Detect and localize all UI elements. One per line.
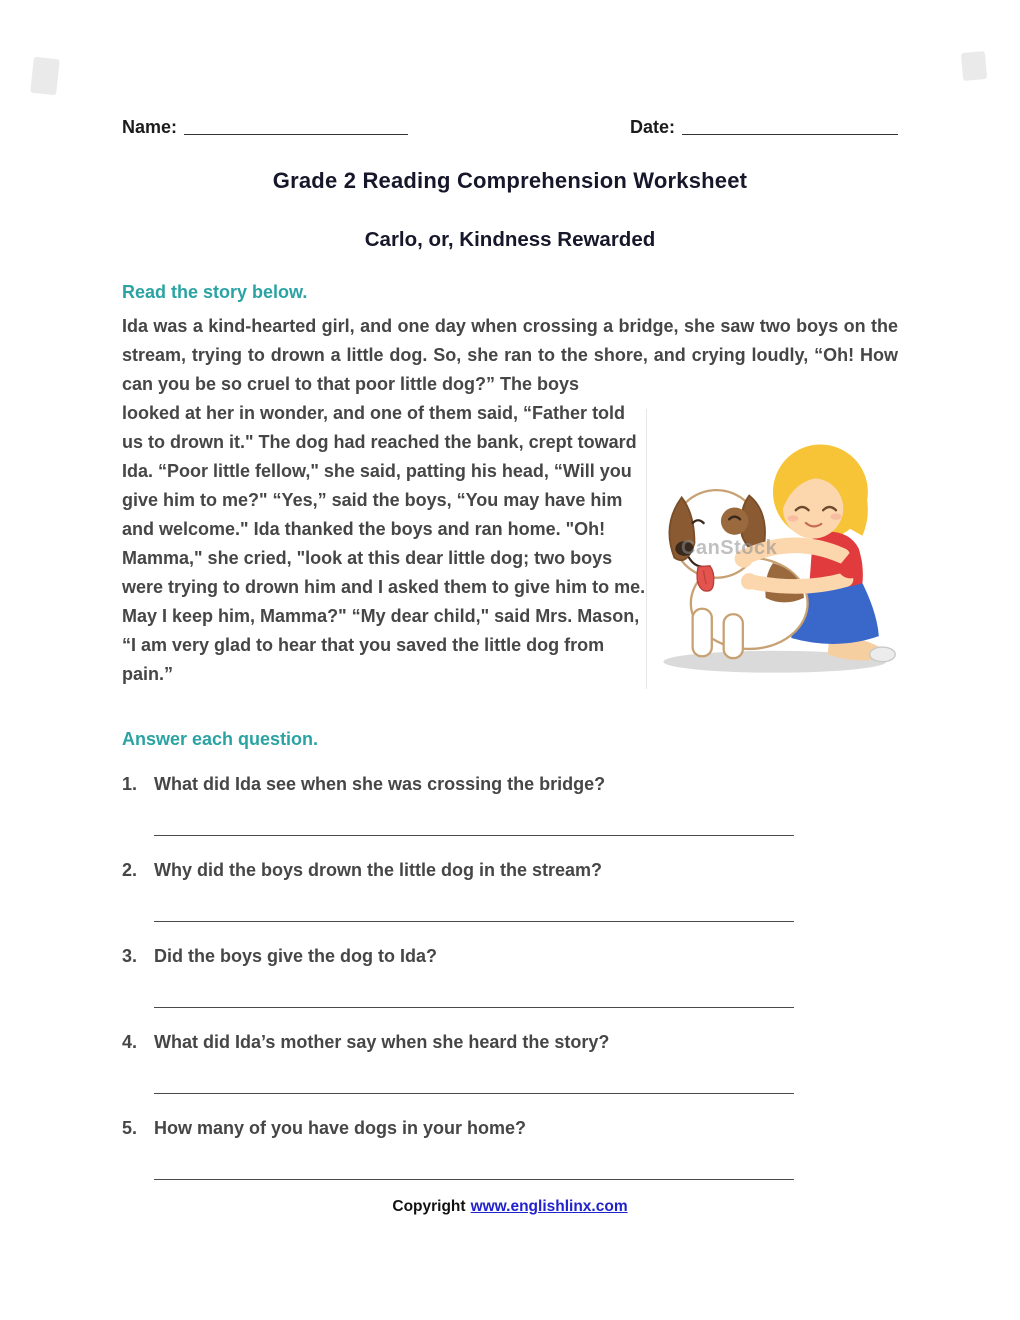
copyright-label: Copyright <box>392 1198 466 1216</box>
page-title: Grade 2 Reading Comprehension Worksheet <box>272 168 748 194</box>
question-2-number: 2. <box>122 860 138 881</box>
girl-hugging-dog-image <box>647 409 898 689</box>
answer-line-5 <box>154 1179 794 1180</box>
question-5 <box>122 1118 898 1180</box>
question-2-text: Why did the boys drown the little dog in the stream? <box>154 860 603 881</box>
question-2 <box>122 860 898 922</box>
footer <box>122 1198 898 1216</box>
question-3-number: 3. <box>122 946 138 967</box>
name-blank-line <box>184 118 408 135</box>
question-5-number: 5. <box>122 1118 138 1139</box>
question-4-number: 4. <box>122 1032 138 1053</box>
englishlinx-link[interactable]: www.englishlinx.com <box>470 1198 628 1216</box>
date-blank-line <box>682 118 898 135</box>
name-label: Name: <box>122 117 178 138</box>
answer-line-2 <box>154 921 794 922</box>
story-text-part1: Ida was a kind-hearted girl, and one day when crossing a bridge, she saw two boys on the stream, trying to drown a little dog. So, she ran to the shore, and crying loudly, “Oh! How can you be so cruel to that poor little dog?” The boys <box>122 316 898 395</box>
corner-mark-top-left <box>30 57 60 96</box>
story-row <box>122 399 898 689</box>
answer-line-3 <box>154 1007 794 1008</box>
date-label: Date: <box>629 117 675 138</box>
question-3 <box>122 946 898 1008</box>
question-4 <box>122 1032 898 1094</box>
corner-mark-top-right <box>961 51 987 81</box>
question-3-text: Did the boys give the dog to Ida? <box>154 946 438 967</box>
answer-line-1 <box>154 835 794 836</box>
page-subtitle: Carlo, or, Kindness Rewarded <box>364 228 656 252</box>
questions-heading: Answer each question. <box>122 729 319 750</box>
story-heading: Read the story below. <box>122 282 308 303</box>
name-date-row <box>122 0 898 138</box>
girl-hugging-dog-illustration <box>646 409 898 689</box>
question-4-text: What did Ida’s mother say when she heard the story? <box>154 1032 610 1053</box>
name-field <box>122 116 408 138</box>
stock-photo-watermark: CanStock <box>681 537 778 560</box>
question-5-text: How many of you have dogs in your home? <box>154 1118 527 1139</box>
date-field <box>630 116 898 138</box>
question-1-number: 1. <box>122 774 138 795</box>
story-text-part2: looked at her in wonder, and one of them said, “Father told us to drown it." The dog had reached the bank, crept toward Ida. “Poor little fellow," she said, patting his head, “Will you give him to me?" “Yes,” said the boys, “You may have him and welcome." Ida thanked the boys and ran home. "Oh! Mamma," she cried, "look at this dear little dog; two boys were trying to drown him and I asked them to give him to me. May I keep him, Mamma?" “My dear child," said Mrs. Mason, “I am very glad to hear that you saved the little dog from pain.” <box>122 403 646 685</box>
answer-line-4 <box>154 1093 794 1094</box>
question-1 <box>122 774 898 836</box>
question-1-text: What did Ida see when she was crossing the bridge? <box>154 774 606 795</box>
